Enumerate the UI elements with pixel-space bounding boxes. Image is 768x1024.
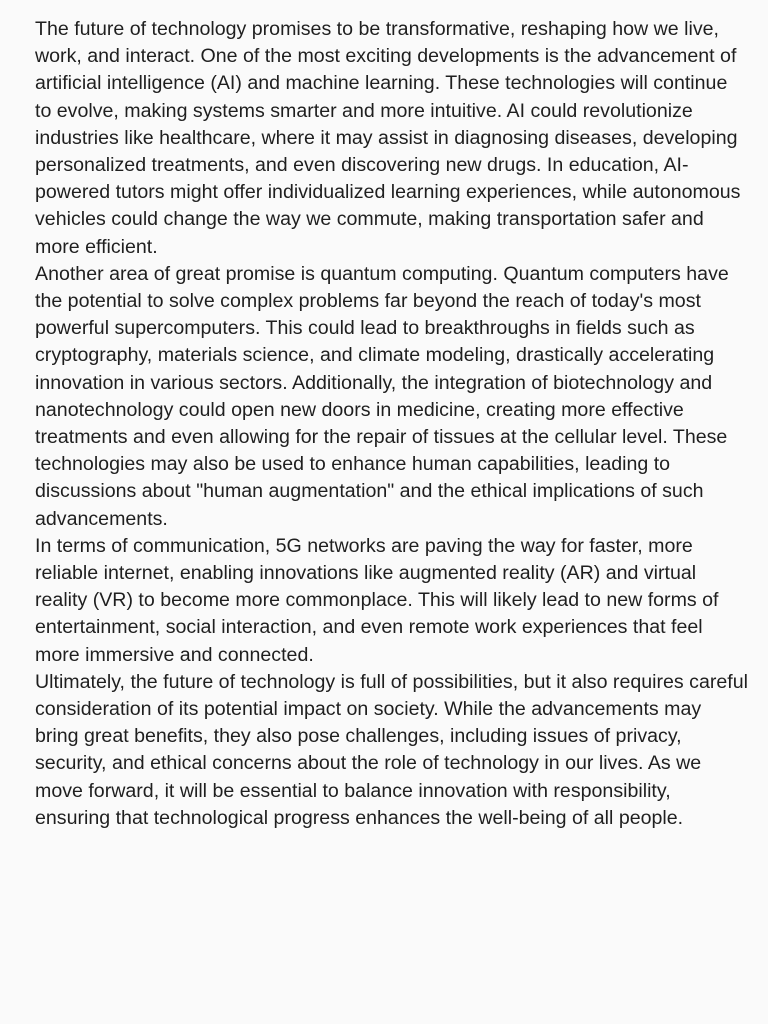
paragraph-communication: In terms of communication, 5G networks are paving the way for faster, more reliable internet, enabling innovations like augmented reality (AR) and virtual reality (VR) to become more commonplace. This will likely lead to new forms of entertainment, social interaction, and even remote work experiences that feel more immersive and connected.: [35, 534, 719, 666]
paragraph-quantum: Another area of great promise is quantum computing. Quantum computers have the potential to solve complex problems far beyond the reach of today's most powerful supercomputers. This could lead to breakthroughs in fields such as cryptography, materials science, and climate modeling, drastically accelerating innovation in various sectors. Additionally, the integration of biotechnology and nanotechnology could open new doors in medicine, creating more effective treatments and even allowing for the repair of tissues at the cellular level. These technologies may also be used to enhance human capabilities, leading to discussions about "human augmentation" and the ethical implications of such advancements.: [35, 262, 729, 530]
article-body: [35, 16, 748, 832]
paragraph-ai: The future of technology promises to be transformative, reshaping how we live, work, and interact. One of the most exciting developments is the advancement of artificial intelligence (AI) and machine learning. These technologies will continue to evolve, making systems smarter and more intuitive. AI could revolutionize industries like healthcare, where it may assist in diagnosing diseases, developing personalized treatments, and even discovering new drugs. In education, AI-powered tutors might offer individualized learning experiences, while autonomous vehicles could change the way we commute, making transportation safer and more efficient.: [35, 18, 741, 258]
paragraph-conclusion: Ultimately, the future of technology is full of possibilities, but it also requires careful consideration of its potential impact on society. While the advancements may bring great benefits, they also pose challenges, including issues of privacy, security, and ethical concerns about the role of technology in our lives. As we move forward, it will be essential to balance innovation with responsibility, ensuring that technological progress enhances the well-being of all people.: [35, 670, 748, 829]
